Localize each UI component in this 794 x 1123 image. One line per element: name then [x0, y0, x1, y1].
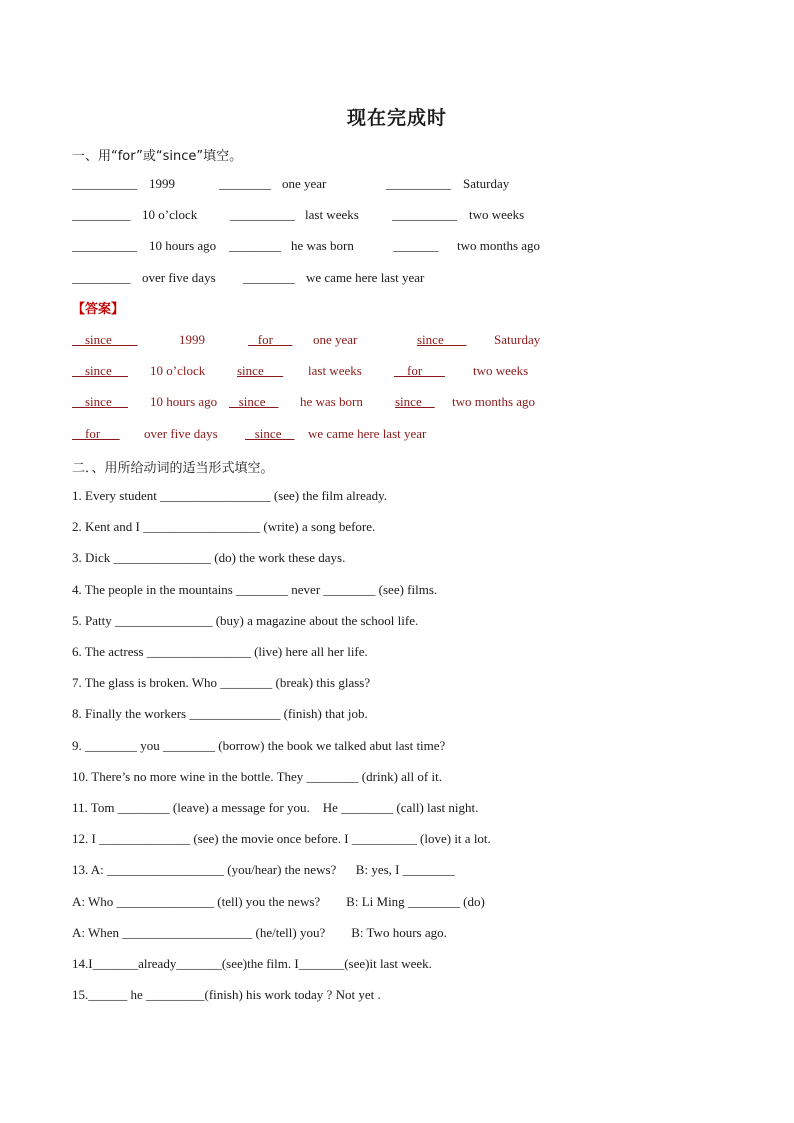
answer-blank: since [72, 332, 138, 347]
question-13: 13. A: __________________ (you/hear) the news? B: yes, I ________ [72, 862, 455, 877]
item-text: Saturday [463, 176, 510, 191]
answer-blank: for [72, 426, 120, 441]
question-12: 12. I ______________ (see) the movie once before. I __________ (love) it a lot. [72, 831, 491, 846]
blank: ________ [243, 270, 295, 285]
answer-blank: since [72, 394, 128, 409]
item-text: 10 o’clock [150, 363, 206, 378]
question-7: 7. The glass is broken. Who ________ (break) this glass? [72, 675, 371, 690]
blank: ________ [219, 176, 271, 191]
question-9: 9. ________ you ________ (borrow) the book we talked abut last time? [72, 738, 446, 753]
answer-label: 【答案】 [72, 302, 125, 317]
question-6: 6. The actress ________________ (live) here all her life. [72, 644, 368, 659]
answer-blank: for [394, 363, 445, 378]
item-text: two weeks [469, 207, 525, 222]
item-text: 10 hours ago [150, 394, 218, 409]
exercise-row [0, 238, 794, 258]
blank: _________ [72, 207, 131, 222]
item-text: 1999 [179, 332, 205, 347]
item-text: two months ago [457, 238, 541, 253]
exercise-row [0, 207, 794, 227]
question-5: 5. Patty _______________ (buy) a magazine about the school life. [72, 613, 419, 628]
question-15: 15.______ he _________(finish) his work today ? Not yet . [72, 987, 381, 1002]
answer-blank: since [72, 363, 128, 378]
question-14: 14.I_______already_______(see)the film. I_______(see)it last week. [72, 956, 432, 971]
item-text: 10 hours ago [149, 238, 217, 253]
answer-row [0, 332, 794, 352]
question-11: 11. Tom ________ (leave) a message for you. He ________ (call) last night. [72, 800, 479, 815]
question-4: 4. The people in the mountains ________ never ________ (see) films. [72, 582, 438, 597]
item-text: 10 o’clock [142, 207, 198, 222]
item-text: we came here last year [306, 270, 425, 285]
question-10: 10. There’s no more wine in the bottle. They ________ (drink) all of it. [72, 769, 442, 784]
question-13-dialog-3: A: When ____________________ (he/tell) you? B: Two hours ago. [72, 925, 447, 940]
answer-blank: since [245, 426, 295, 441]
answer-blank: since [395, 394, 435, 409]
item-text: we came here last year [308, 426, 427, 441]
question-13-dialog-2: A: Who _______________ (tell) you the news? B: Li Ming ________ (do) [72, 894, 485, 909]
blank: _________ [72, 270, 131, 285]
question-3: 3. Dick _______________ (do) the work these days. [72, 550, 346, 565]
item-text: two months ago [452, 394, 536, 409]
item-text: Saturday [494, 332, 541, 347]
answer-row [0, 363, 794, 383]
page-title: 现在完成时 [346, 107, 447, 129]
exercise-row [0, 176, 794, 196]
blank: __________ [72, 238, 137, 253]
item-text: one year [282, 176, 327, 191]
item-text: he was born [291, 238, 354, 253]
question-8: 8. Finally the workers ______________ (finish) that job. [72, 706, 368, 721]
answer-blank: for [248, 332, 293, 347]
blank: __________ [230, 207, 295, 222]
answer-blank: since [229, 394, 279, 409]
item-text: two weeks [473, 363, 529, 378]
item-text: last weeks [305, 207, 359, 222]
item-text: 1999 [149, 176, 175, 191]
answer-blank: since [237, 363, 284, 378]
blank: __________ [386, 176, 451, 191]
exercise-row [0, 270, 794, 290]
item-text: over five days [142, 270, 216, 285]
item-text: last weeks [308, 363, 362, 378]
blank: __________ [72, 176, 137, 191]
section1-heading: 一、用“for”或“since”填空。 [72, 149, 243, 164]
question-1: 1. Every student _________________ (see) the film already. [72, 488, 388, 503]
blank: _______ [393, 238, 439, 253]
answer-row [0, 426, 794, 446]
blank: ________ [229, 238, 281, 253]
section2-heading: 二．、用所给动词的适当形式填空。 [72, 461, 274, 476]
item-text: he was born [300, 394, 363, 409]
blank: __________ [392, 207, 457, 222]
answer-row [0, 394, 794, 414]
question-2: 2. Kent and I __________________ (write) a song before. [72, 519, 376, 534]
item-text: over five days [144, 426, 218, 441]
answer-blank: since [417, 332, 467, 347]
item-text: one year [313, 332, 358, 347]
